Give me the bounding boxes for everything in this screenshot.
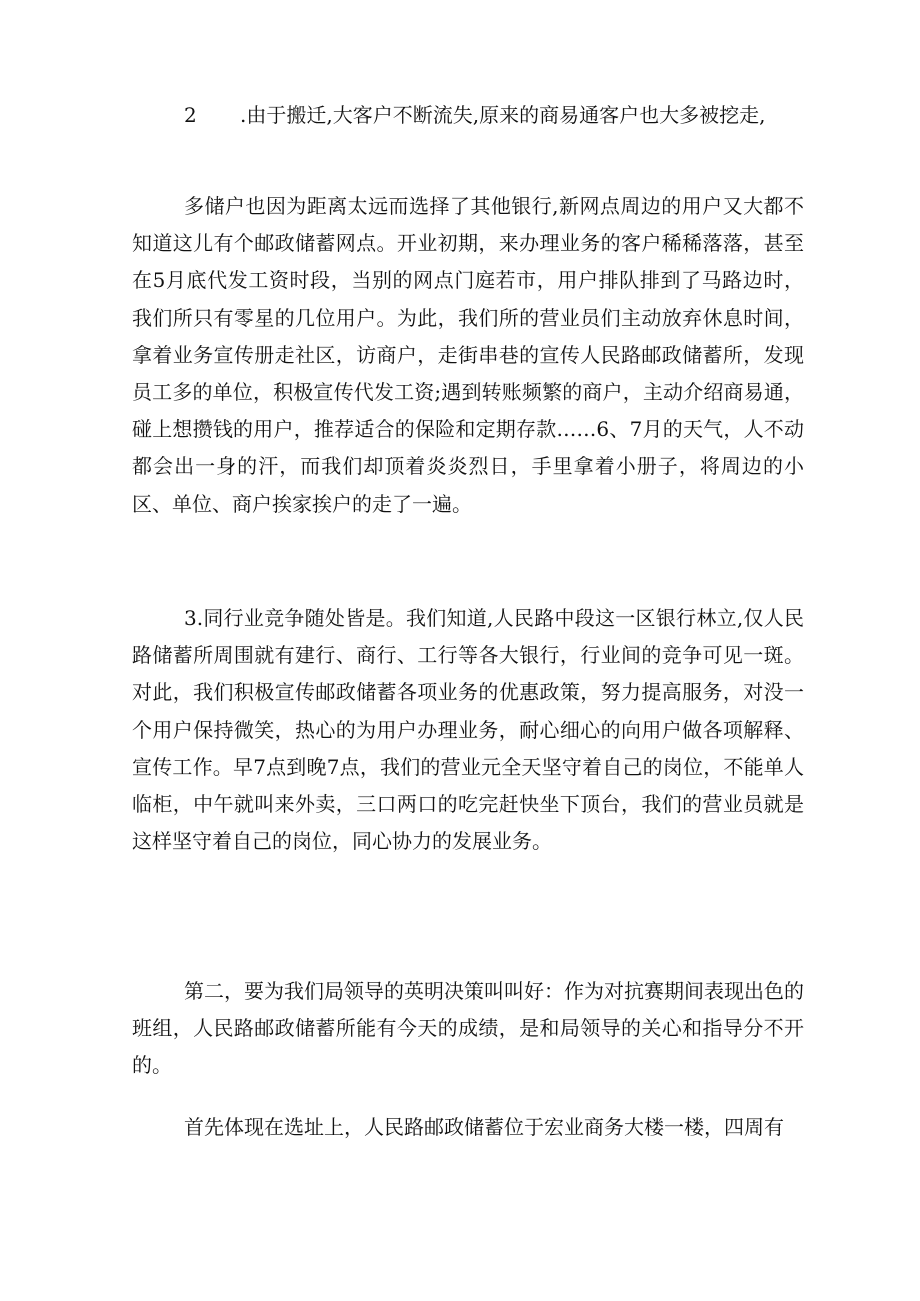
paragraph-text: 首先体现在选址上，人民路邮政储蓄位于宏业商务大楼一楼，四周有 [184, 1115, 784, 1139]
list-number: 2 [184, 103, 197, 127]
paragraph-site-selection [132, 1109, 804, 1146]
list-item-text: .由于搬迁,大客户不断流失,原来的商易通客户也大多被挖走, [240, 103, 766, 127]
list-item-2-heading [184, 100, 824, 130]
paragraph-text: 3.同行业竞争随处皆是。我们知道,人民路中段这一区银行林立,仅人民路储蓄所周围就有建行、商行、工行等各大银行，行业间的竞争可见一斑。对此，我们积极宣传邮政储蓄各项业务的优惠政策，努力提高服务，对没一个用户保持微笑，热心的为用户办理业务，耐心细心的向用户做各项解释、宣传工作。早7点到晚7点，我们的营业元全天坚守着自己的岗位，不能单人临柜，中午就叫来外卖，三口两口的吃完赶快坐下顶台，我们的营业员就是这样坚守着自己的岗位，同心协力的发展业务。 [132, 606, 804, 854]
paragraph-leadership [132, 973, 804, 1085]
paragraph-text: 多储户也因为距离太远而选择了其他银行,新网点周边的用户又大都不知道这儿有个邮政储蓄网点。开业初期，来办理业务的客户稀稀落落，甚至在5月底代发工资时段，当别的网点门庭若市，用户排队排到了马路边时，我们所只有零星的几位用户。为此，我们所的营业员们主动放弃休息时间，拿着业务宣传册走社区，访商户，走街串巷的宣传人民路邮政储蓄所，发现员工多的单位，积极宣传代发工资;遇到转账频繁的商户，主动介绍商易通，碰上想攒钱的用户，推荐适合的保险和定期存款……6、7月的天气，人不动都会出一身的汗，而我们却顶着炎炎烈日，手里拿着小册子，将周边的小区、单位、商户挨家挨户的走了一遍。 [132, 194, 804, 516]
paragraph-relocation-impact [132, 188, 804, 523]
paragraph-competition [132, 600, 804, 860]
paragraph-text: 第二，要为我们局领导的英明决策叫叫好：作为对抗赛期间表现出色的班组，人民路邮政储蓄所能有今天的成绩，是和局领导的关心和指导分不开的。 [132, 979, 804, 1078]
